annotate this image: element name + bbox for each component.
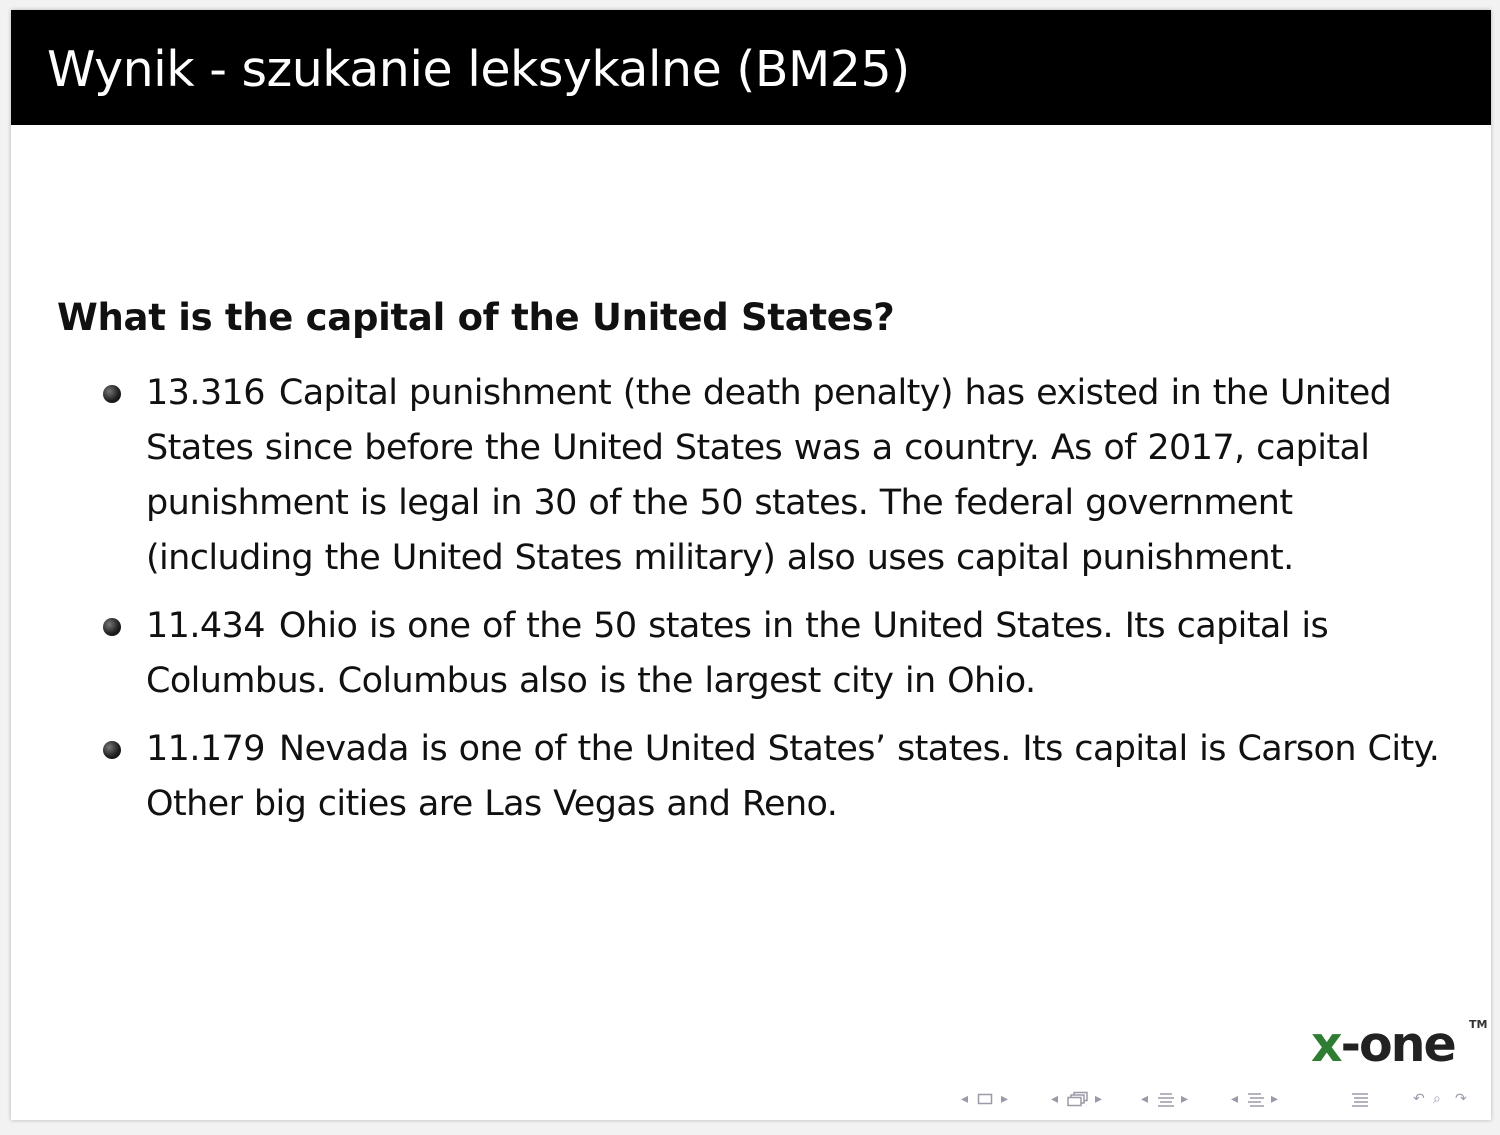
result-text: Capital punishment (the death penalty) has existed in the United States since before the United States was a country. As of 2017, capital punishment is legal in 30 of the 50 states. The federal government (including the United States military) also uses capital punishment. (146, 373, 1392, 578)
bullet-icon (103, 385, 121, 403)
result-score: 11.179 (146, 729, 265, 769)
back-icon[interactable]: ↶ (1413, 1091, 1425, 1107)
forward-icon[interactable]: ↷ (1455, 1091, 1467, 1107)
result-score: 11.434 (146, 606, 265, 646)
slide (11, 10, 1491, 1120)
toc-icon[interactable] (1247, 1086, 1265, 1112)
result-text: Ohio is one of the 50 states in the United States. Its capital is Columbus. Columbus also is the largest city in Ohio. (146, 606, 1329, 701)
list-item (99, 366, 1459, 586)
x-one-logo (1311, 1015, 1488, 1075)
subsection-icon[interactable] (1067, 1086, 1089, 1112)
menu-icon[interactable] (1351, 1086, 1369, 1112)
next-slide-icon[interactable]: ▸ (1001, 1091, 1009, 1107)
prev-subsection-icon[interactable]: ◂ (1051, 1091, 1059, 1107)
title-bar (11, 10, 1491, 125)
prev-toc-icon[interactable]: ◂ (1231, 1091, 1239, 1107)
result-text: Nevada is one of the United States’ states. Its capital is Carson City. Other big cities are Las Vegas and Reno. (146, 729, 1440, 824)
beamer-navigation (961, 1086, 1481, 1112)
logo-x: x (1311, 1016, 1341, 1073)
slide-title: Wynik - szukanie leksykalne (BM25) (47, 41, 910, 98)
section-icon[interactable] (1157, 1086, 1175, 1112)
results-list (99, 366, 1459, 832)
bullet-icon (103, 618, 121, 636)
bullet-icon (103, 741, 121, 759)
next-subsection-icon[interactable]: ▸ (1095, 1091, 1103, 1107)
query-text: What is the capital of the United States? (57, 296, 895, 339)
prev-section-icon[interactable]: ◂ (1141, 1091, 1149, 1107)
prev-slide-icon[interactable]: ◂ (961, 1091, 969, 1107)
result-score: 13.316 (146, 373, 265, 413)
next-section-icon[interactable]: ▸ (1181, 1091, 1189, 1107)
logo-trademark: TM (1469, 1018, 1488, 1031)
list-item (99, 722, 1459, 832)
next-toc-icon[interactable]: ▸ (1271, 1091, 1279, 1107)
list-item (99, 599, 1459, 709)
logo-one: -one (1340, 1016, 1455, 1073)
slide-frame-icon[interactable] (977, 1086, 993, 1112)
search-icon[interactable]: ⌕ (1433, 1091, 1441, 1107)
